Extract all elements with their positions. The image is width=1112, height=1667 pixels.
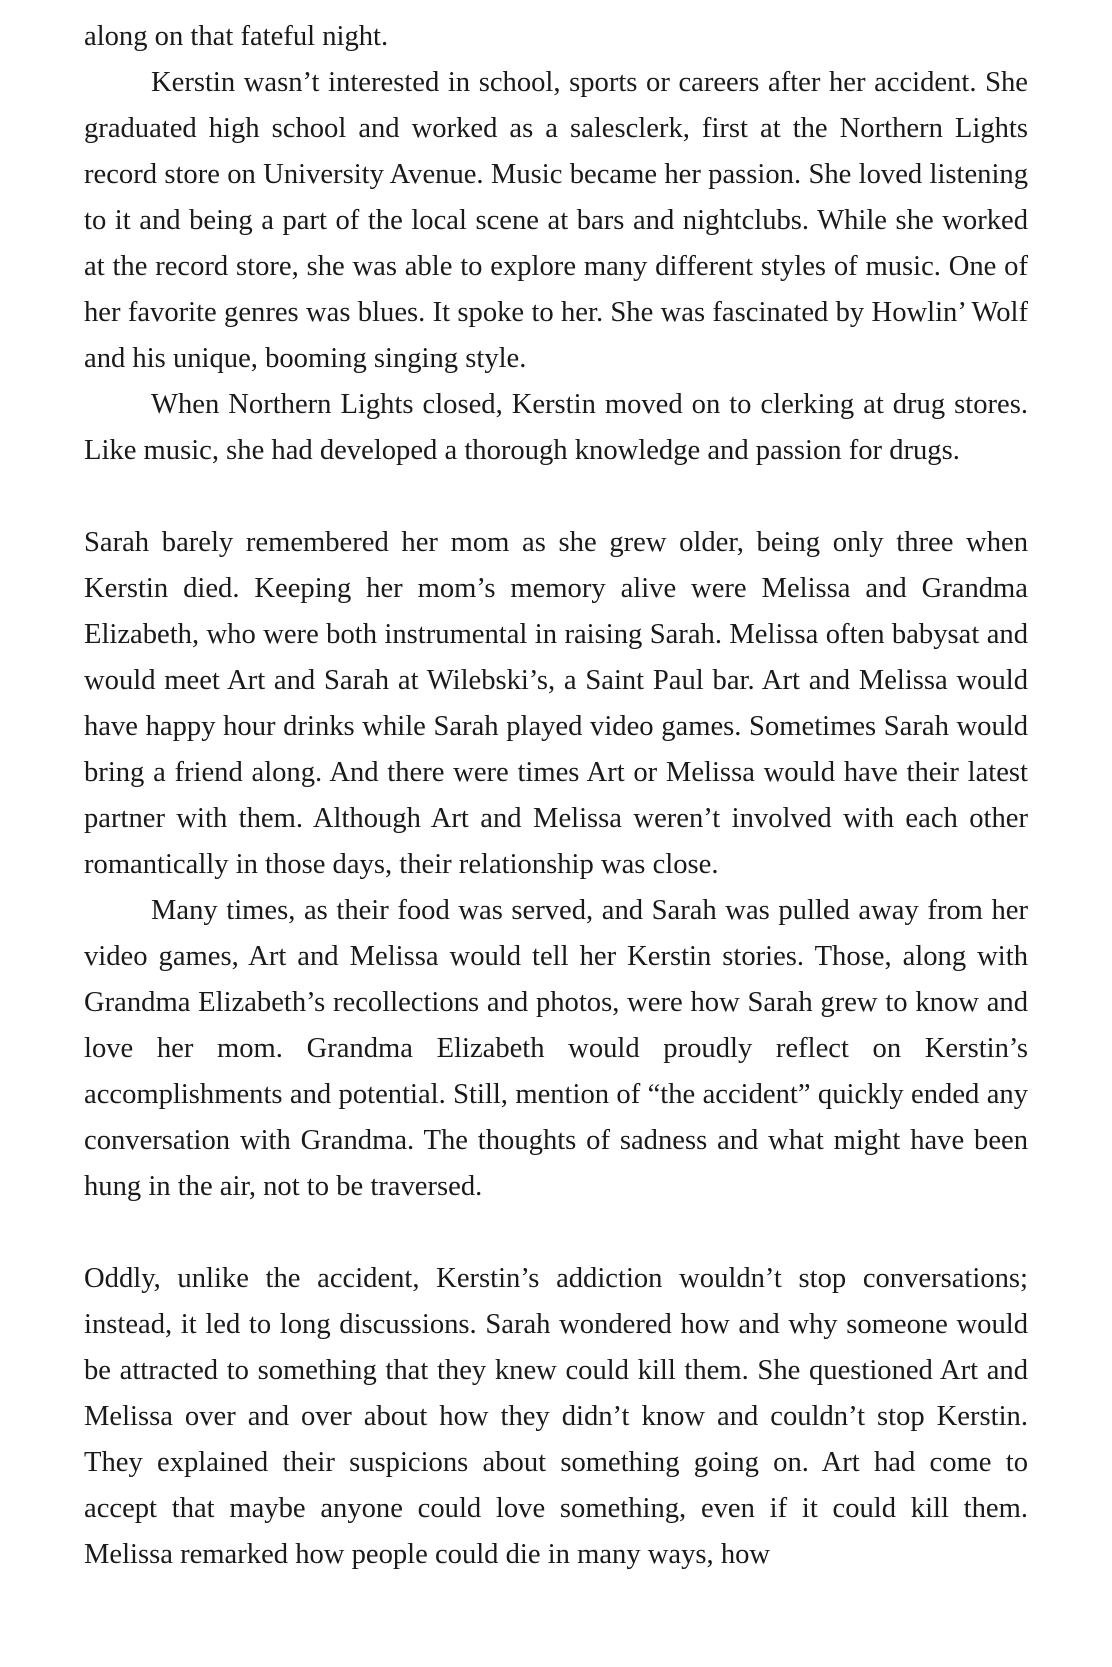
paragraph-kerstin-stories: Many times, as their food was served, and Sarah was pulled away from her video games, Art and Melissa would tell her Kerstin stories. Those, along with Grandma Elizabeth’s recollections and photos, were how Sarah grew to know and love her mom. Grandma Elizabeth would proudly reflect on Kerstin’s accomplishments and potential. Still, mention of “the accident” quickly ended any conversation with Grandma. The thoughts of sadness and what might have been hung in the air, not to be traversed. (84, 895, 1028, 1202)
paragraph-continuation: along on that fateful night. (84, 21, 389, 52)
paragraph-addiction-discussions: Oddly, unlike the accident, Kerstin’s addiction wouldn’t stop conversations; instead, it led to long discussions. Sarah wondered how and why someone would be attracted to something that they knew could kill them. She questioned Art and Melissa over and over about how they didn’t know and couldn’t stop Kerstin. They explained their suspicions about something going on. Art had come to accept that maybe anyone could love something, even if it could kill them. Melissa remarked how people could die in many ways, how (84, 1263, 1028, 1570)
paragraph-kerstin-career: Kerstin wasn’t interested in school, sports or careers after her accident. She graduated high school and worked as a salesclerk, first at the Northern Lights record store on University Avenue. Music became her passion. She loved listening to it and being a part of the local scene at bars and nightclubs. While she worked at the record store, she was able to explore many different styles of music. One of her favorite genres was blues. It spoke to her. She was fascinated by Howlin’ Wolf and his unique, booming singing style. (84, 67, 1028, 374)
paragraph-sarah-memories: Sarah barely remembered her mom as she grew older, being only three when Kerstin died. Keeping her mom’s memory alive were Melissa and Grandma Elizabeth, who were both instrumental in raising Sarah. Melissa often babysat and would meet Art and Sarah at Wilebski’s, a Saint Paul bar. Art and Melissa would have happy hour drinks while Sarah played video games. Sometimes Sarah would bring a friend along. And there were times Art or Melissa would have their latest partner with them. Although Art and Melissa weren’t involved with each other romantically in those days, their relationship was close. (84, 527, 1028, 880)
document-page (84, 14, 1028, 1578)
paragraph-drug-stores: When Northern Lights closed, Kerstin moved on to clerking at drug stores. Like music, she had developed a thorough knowledge and passion for drugs. (84, 389, 1028, 466)
